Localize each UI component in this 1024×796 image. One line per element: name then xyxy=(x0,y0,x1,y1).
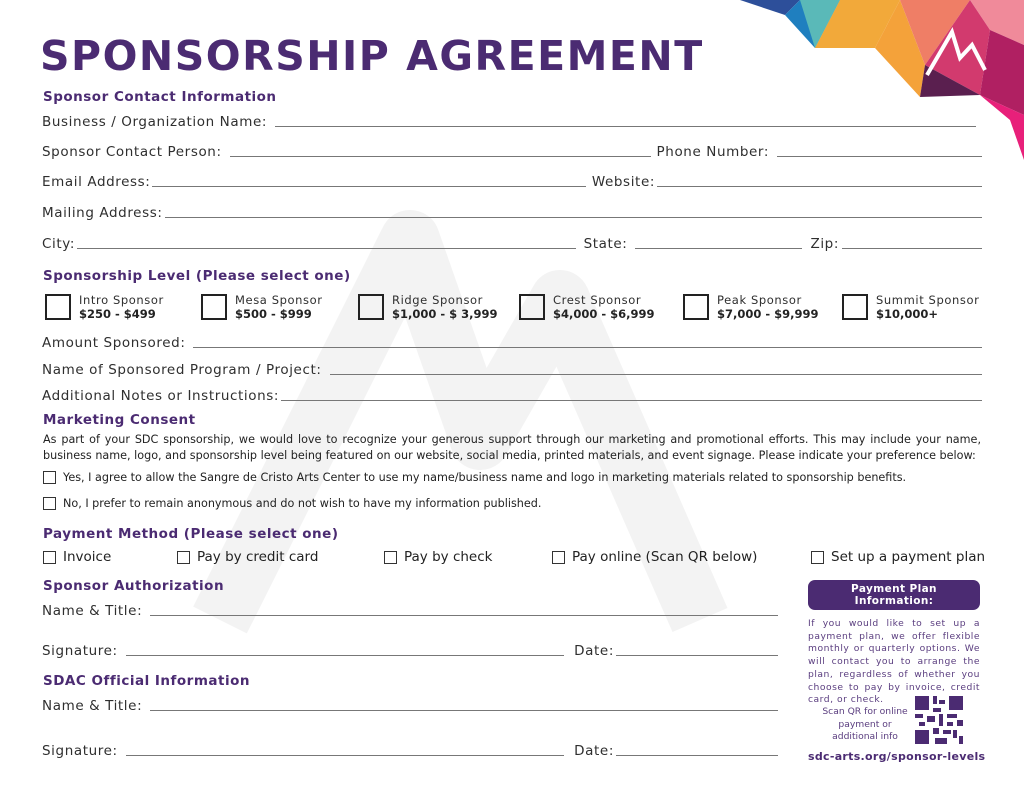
mailing-label: Mailing Address: xyxy=(42,205,163,221)
email-line[interactable] xyxy=(152,186,585,187)
checkbox[interactable] xyxy=(842,294,868,320)
level-name: Ridge Sponsor xyxy=(392,293,483,307)
auth-date-line[interactable] xyxy=(616,655,778,656)
website-label: Website: xyxy=(591,174,655,190)
page-title: SPONSORSHIP AGREEMENT xyxy=(40,32,704,80)
checkbox[interactable] xyxy=(45,294,71,320)
mailing-address-field[interactable] xyxy=(42,203,982,221)
email-website-row xyxy=(42,172,982,190)
official-signature-row xyxy=(42,741,778,759)
level-option-crest[interactable] xyxy=(519,293,655,321)
section-heading-authorization: Sponsor Authorization xyxy=(43,578,225,594)
sponsor-levels-link[interactable]: sdc-arts.org/sponsor-levels xyxy=(808,750,986,763)
consent-no-label: No, I prefer to remain anonymous and do not wish to have my information published. xyxy=(63,497,542,510)
amount-line[interactable] xyxy=(193,347,982,348)
payment-plan-info xyxy=(808,580,980,707)
section-heading-official: SDAC Official Information xyxy=(43,673,250,689)
email-label: Email Address: xyxy=(42,174,151,190)
checkbox[interactable] xyxy=(519,294,545,320)
official-date-line[interactable] xyxy=(616,755,778,756)
payment-plan-text: If you would like to set up a payment plan, we offer flexible monthly or quarterly options. We will contact you to arrange the plan, regardless of whether you choose to pay by invoice, credit card, or check. xyxy=(808,618,980,706)
marketing-description: As part of your SDC sponsorship, we would love to recognize your generous support through our marketing and promotional efforts. This may include your name, business name, logo, and sponsorship level being featured on our website, social media, printed materials, and event signage. Please indicate your preference below: xyxy=(43,433,981,462)
level-name: Peak Sponsor xyxy=(717,293,802,307)
official-signature-label: Signature: xyxy=(42,743,118,759)
mailing-line[interactable] xyxy=(165,217,982,218)
zip-line[interactable] xyxy=(842,248,982,249)
auth-name-line[interactable] xyxy=(150,615,778,616)
consent-yes-label: Yes, I agree to allow the Sangre de Cristo Arts Center to use my name/business name and logo in marketing materials related to sponsorship benefits. xyxy=(63,471,907,484)
auth-signature-line[interactable] xyxy=(126,655,564,656)
notes-field[interactable] xyxy=(42,386,982,404)
auth-date-label: Date: xyxy=(574,643,614,659)
program-line[interactable] xyxy=(330,374,982,375)
qr-label: Scan QR for online payment or additional info xyxy=(822,706,908,742)
official-name-line[interactable] xyxy=(150,710,778,711)
section-heading-level: Sponsorship Level (Please select one) xyxy=(43,268,351,284)
checkbox[interactable] xyxy=(177,551,190,564)
auth-signature-row xyxy=(42,641,778,659)
notes-line[interactable] xyxy=(281,400,982,401)
payment-label: Pay by credit card xyxy=(197,549,319,565)
official-name-label: Name & Title: xyxy=(42,698,143,714)
business-name-line[interactable] xyxy=(275,126,976,127)
program-label: Name of Sponsored Program / Project: xyxy=(42,362,322,378)
official-date-label: Date: xyxy=(574,743,614,759)
city-line[interactable] xyxy=(77,248,576,249)
level-range: $10,000+ xyxy=(876,307,939,321)
level-range: $500 - $999 xyxy=(235,307,312,321)
payment-label: Pay online (Scan QR below) xyxy=(572,549,758,565)
payment-option-check[interactable] xyxy=(384,549,492,565)
level-name: Intro Sponsor xyxy=(79,293,164,307)
section-heading-payment: Payment Method (Please select one) xyxy=(43,526,339,542)
checkbox[interactable] xyxy=(43,551,56,564)
payment-option-credit-card[interactable] xyxy=(177,549,318,565)
section-heading-contact: Sponsor Contact Information xyxy=(43,89,277,105)
level-range: $1,000 - $ 3,999 xyxy=(392,307,498,321)
level-range: $7,000 - $9,999 xyxy=(717,307,819,321)
payment-option-online[interactable] xyxy=(552,549,757,565)
business-name-field[interactable] xyxy=(42,112,982,130)
level-name: Summit Sponsor xyxy=(876,293,980,307)
official-name-field[interactable] xyxy=(42,696,778,714)
city-state-zip-row xyxy=(42,234,982,252)
auth-signature-label: Signature: xyxy=(42,643,118,659)
logo-polygon-graphic xyxy=(740,0,1024,160)
level-option-intro[interactable] xyxy=(45,293,164,321)
level-range: $250 - $499 xyxy=(79,307,156,321)
checkbox[interactable] xyxy=(384,551,397,564)
level-option-peak[interactable] xyxy=(683,293,819,321)
contact-person-label: Sponsor Contact Person: xyxy=(42,144,222,160)
checkbox[interactable] xyxy=(358,294,384,320)
amount-field[interactable] xyxy=(42,333,982,351)
contact-phone-row xyxy=(42,142,982,160)
decorative-mountain-watermark xyxy=(180,180,740,660)
level-option-ridge[interactable] xyxy=(358,293,498,321)
checkbox[interactable] xyxy=(552,551,565,564)
level-option-summit[interactable] xyxy=(842,293,979,321)
program-field[interactable] xyxy=(42,360,982,378)
payment-option-invoice[interactable] xyxy=(43,549,111,565)
payment-option-plan[interactable] xyxy=(811,549,985,565)
section-heading-marketing: Marketing Consent xyxy=(43,412,196,428)
consent-yes-option[interactable] xyxy=(43,471,906,484)
phone-line[interactable] xyxy=(777,156,982,157)
payment-label: Invoice xyxy=(63,549,112,565)
phone-label: Phone Number: xyxy=(656,144,769,160)
checkbox[interactable] xyxy=(201,294,227,320)
level-range: $4,000 - $6,999 xyxy=(553,307,655,321)
contact-person-line[interactable] xyxy=(230,156,651,157)
level-option-mesa[interactable] xyxy=(201,293,323,321)
payment-plan-heading: Payment Plan Information: xyxy=(808,580,980,610)
city-label: City: xyxy=(42,236,76,252)
website-line[interactable] xyxy=(657,186,982,187)
checkbox[interactable] xyxy=(43,471,56,484)
zip-label: Zip: xyxy=(810,236,839,252)
payment-label: Pay by check xyxy=(404,549,493,565)
auth-name-label: Name & Title: xyxy=(42,603,143,619)
auth-name-field[interactable] xyxy=(42,601,778,619)
checkbox[interactable] xyxy=(811,551,824,564)
official-signature-line[interactable] xyxy=(126,755,564,756)
amount-label: Amount Sponsored: xyxy=(42,335,186,351)
checkbox[interactable] xyxy=(683,294,709,320)
qr-code-icon[interactable] xyxy=(915,696,963,744)
checkbox[interactable] xyxy=(43,497,56,510)
level-name: Crest Sponsor xyxy=(553,293,642,307)
state-line[interactable] xyxy=(635,248,802,249)
consent-no-option[interactable] xyxy=(43,497,541,510)
level-name: Mesa Sponsor xyxy=(235,293,323,307)
payment-label: Set up a payment plan xyxy=(831,549,986,565)
notes-label: Additional Notes or Instructions: xyxy=(42,388,280,404)
state-label: State: xyxy=(583,236,628,252)
business-name-label: Business / Organization Name: xyxy=(42,114,268,130)
